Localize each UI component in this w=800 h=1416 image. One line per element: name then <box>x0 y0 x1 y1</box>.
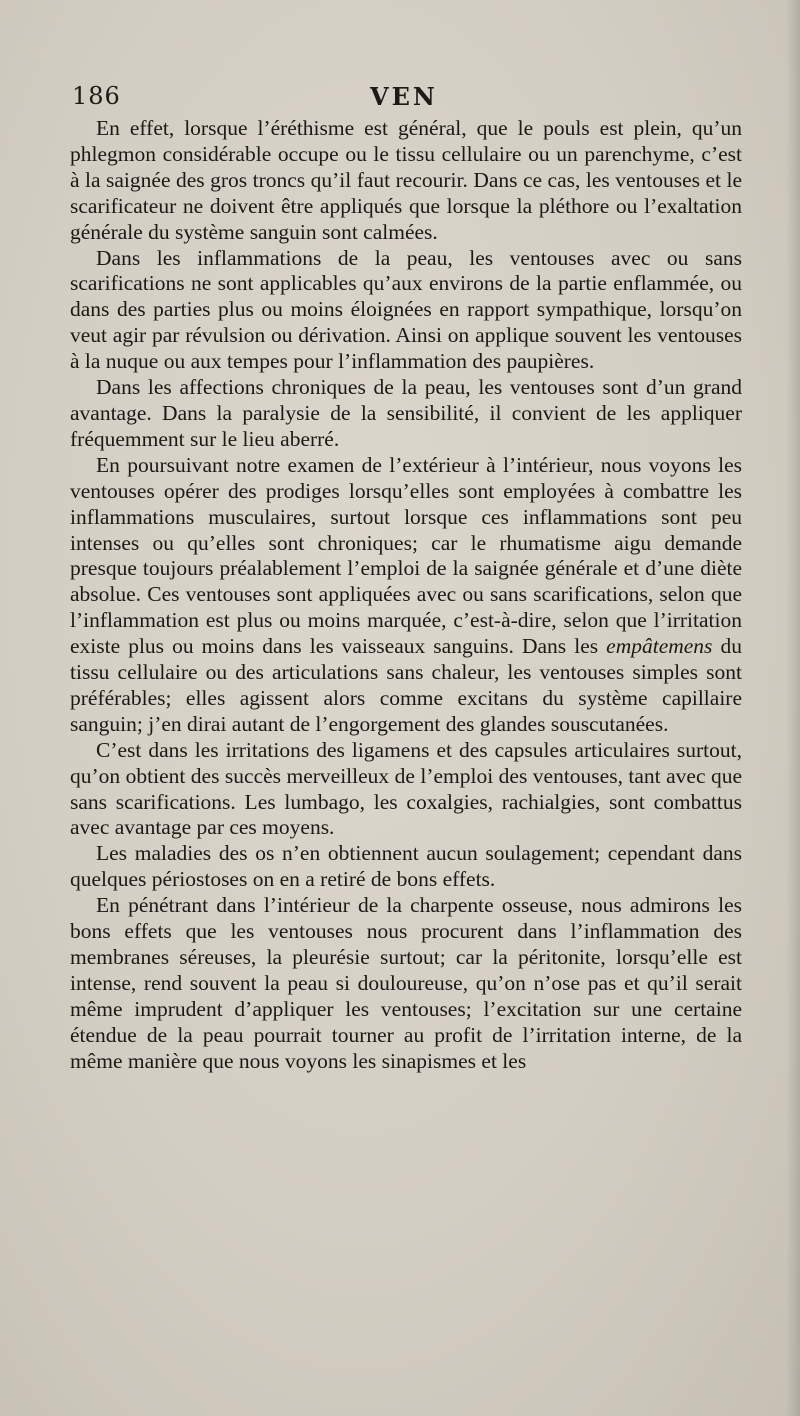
paragraph-4 <box>70 453 742 738</box>
paragraph-4-text-start: En poursuivant notre examen de l’extérieur à l’intérieur, nous voyons les ventouses opérer des prodiges lorsqu’elles sont employées à combattre les inflammations musculaires, surtout lorsque ces inflammations sont peu intenses ou qu’elles sont chroniques; car le rhumatisme aigu demande presque toujours préalablement l’emploi de la saignée générale et d’une diète absolue. Ces ventouses sont appliquées avec ou sans scarifications, selon que l’inflammation est plus ou moins marquée, c’est-à-dire, selon que l’irritation existe plus ou moins dans les vaisseaux sanguins. Dans les <box>70 452 742 659</box>
page-number: 186 <box>72 82 121 110</box>
paragraph-4-emphasis: empâtemens <box>606 634 713 659</box>
running-head: VEN <box>370 82 438 111</box>
body-text <box>70 116 742 1075</box>
paragraph-1: En effet, lorsque l’éréthisme est général, que le pouls est plein, qu’un phlegmon considérable occupe ou le tissu cellulaire ou un parenchyme, c’est à la saignée des gros troncs qu’il faut recourir. Dans ce cas, les ventouses et le scarificateur ne doivent être appliqués que lorsque la pléthore ou l’exaltation générale du système sanguin sont calmées. <box>70 116 742 244</box>
paragraph-3: Dans les affections chroniques de la peau, les ventouses sont d’un grand avantage. Dans la paralysie de la sensibilité, il convient de les appliquer fréquemment sur le lieu aberré. <box>70 375 742 451</box>
page-header <box>72 82 742 114</box>
paragraph-6: Les maladies des os n’en obtiennent aucun soulagement; cependant dans quelques périostoses on en a retiré de bons effets. <box>70 841 742 892</box>
paragraph-4-text-end: du tissu cellulaire ou des articulations sans chaleur, les ventouses simples sont préférables; elles agissent alors comme excitans du système capillaire sanguin; j’en dirai autant de l’engorgement des glandes souscutanées. <box>70 634 742 736</box>
paragraph-7: En pénétrant dans l’intérieur de la charpente osseuse, nous admirons les bons effets que les ventouses nous procurent dans l’inflammation des membranes séreuses, la pleurésie surtout; car la péritonite, lorsqu’elle est intense, rend souvent la peau si douloureuse, qu’on n’ose pas et qu’il serait même imprudent d’appliquer les ventouses; l’excitation sur une certaine étendue de la peau pourrait tourner au profit de l’irritation interne, de la même manière que nous voyons les sinapismes et les <box>70 893 742 1073</box>
page-edge-shadow <box>786 0 800 1416</box>
paragraph-2: Dans les inflammations de la peau, les ventouses avec ou sans scarifications ne sont applicables qu’aux environs de la partie enflammée, ou dans des parties plus ou moins éloignées en rapport sympathique, lorsqu’on veut agir par révulsion ou dérivation. Ainsi on applique souvent les ventouses à la nuque ou aux tempes pour l’inflammation des paupières. <box>70 245 742 374</box>
paragraph-5: C’est dans les irritations des ligamens et des capsules articulaires surtout, qu’on obtient des succès merveilleux de l’emploi des ventouses, tant avec que sans scarifications. Les lumbago, les coxalgies, rachialgies, sont combattus avec avantage par ces moyens. <box>70 737 742 840</box>
